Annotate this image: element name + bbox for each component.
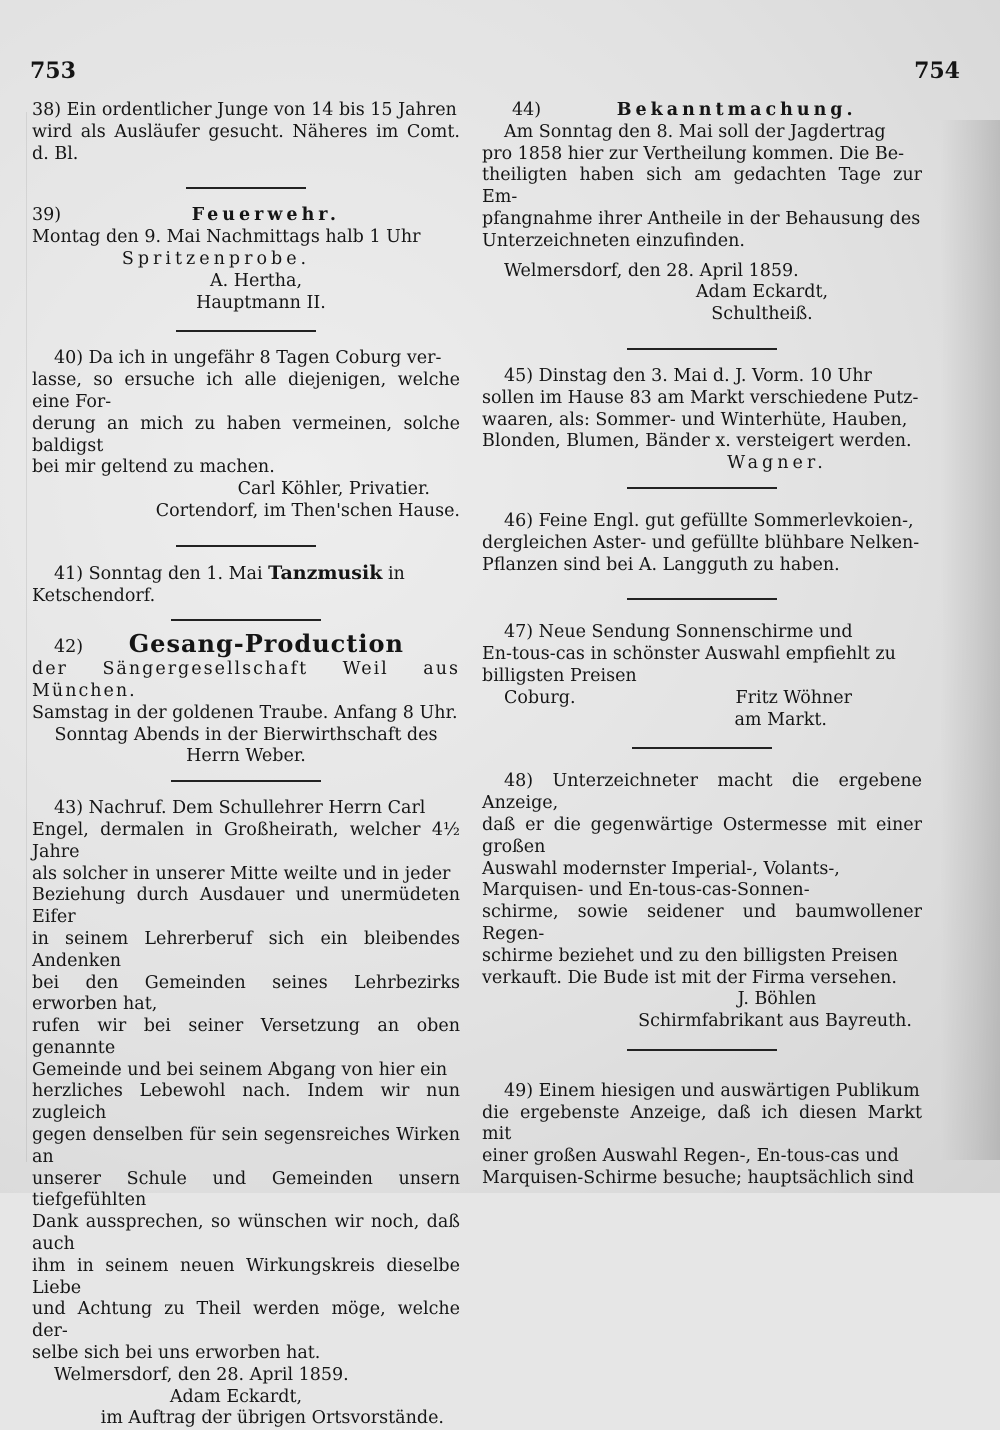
ad-48 [482,771,922,1033]
ad-40-line: bei mir geltend zu machen. [32,457,275,478]
ad-48-line: schirme beziehet und zu den billigsten Preisen [482,945,898,966]
ad-42-number: 42) [54,637,84,658]
ad-42-line: Sonntag Abends in der Bierwirthschaft des [54,724,438,745]
ad-44-signature: Adam Eckardt, [695,282,829,303]
ad-44-heading: Bekanntmachung. [616,100,857,120]
ad-41-text: 41) Sonntag den 1. Mai [54,563,263,584]
ad-40 [32,348,460,522]
ad-47-line: billigsten Preisen [482,665,637,686]
ad-43-line: selbe sich bei uns erworben hat. [32,1343,321,1364]
ad-41-line: Ketschendorf. [32,585,156,606]
ad-43-line: und Achtung zu Theil werden möge, welche der- [32,1299,460,1342]
ad-39-heading: Feuerwehr. [191,205,340,226]
ad-43-line: Gemeinde und bei seinem Abgang von hier ein [32,1059,448,1080]
ad-44 [482,100,922,326]
ad-47-line: En-tous-cas in schönster Auswahl empfiehlt zu [482,644,896,665]
ad-42 [32,629,460,768]
ad-45-line: Blonden, Blumen, Bänder x. versteigert werden. [482,431,912,452]
ad-44-line: Unterzeichneten einzufinden. [482,230,745,251]
ad-44-number: 44) [512,100,542,120]
ad-40-line: lasse, so ersuche ich alle diejenigen, welche eine For- [32,370,460,412]
ad-43-line: gegen denselben für sein segensreiches Wirken an [32,1125,460,1167]
ad-39 [32,205,460,314]
ad-46-line: Pflanzen sind bei A. Langguth zu haben. [482,554,840,575]
ad-39-line: Spritzenprobe. [121,248,311,269]
ad-38-line: wird als Ausläufer gesucht. Näheres im Comt. d. Bl. [32,121,460,164]
ad-41-bold: Tanzmusik [268,561,383,584]
ad-43-line: rufen wir bei seiner Versetzung an oben genannte [32,1016,460,1058]
ad-47-signature-row [482,688,922,710]
page-number-right: 754 [914,58,960,84]
ad-38-line: 38) Ein ordentlicher Junge von 14 bis 15 Jahren [32,100,457,120]
ad-43-line: unserer Schule und Gemeinden unsern tiefgefühlten [32,1168,460,1211]
ad-44-line: theiligten haben sich am gedachten Tage zur Em- [482,165,922,208]
ad-44-line: pro 1858 hier zur Vertheilung kommen. Die Be- [482,143,905,164]
ad-46-line: dergleichen Aster- und gefüllte blühbare Nelken- [482,532,920,553]
ad-48-signature: J. Böhlen [737,989,817,1010]
ad-49-line: 49) Einem hiesigen und auswärtigen Publikum [504,1080,920,1101]
ad-46-line: 46) Feine Engl. gut gefüllte Sommerlevkoien-, [504,510,914,531]
ad-40-signature: Cortendorf, im Then'schen Hause. [155,500,460,521]
ad-49-line: Marquisen-Schirme besuche; hauptsächlich sind [482,1168,915,1189]
ad-43-line: in seinem Lehrerberuf sich ein bleibendes Andenken [32,928,460,971]
ad-47-place: Coburg. [504,687,576,708]
ad-48-line: daß er die gegenwärtige Ostermesse mit einer großen [482,814,922,857]
page-number-left: 753 [30,58,76,84]
ad-39-signature: Hauptmann II. [196,292,326,313]
ad-43-line: ihm in seinem neuen Wirkungskreis dieselbe Liebe [32,1255,460,1298]
ad-49 [482,1081,922,1190]
ad-44-line: Am Sonntag den 8. Mai soll der Jagdertrag [504,121,886,142]
ad-43-signature: im Auftrag der übrigen Ortsvorstände. [100,1408,444,1429]
ad-48-line: 48) Unterzeichneter macht die ergebene Anzeige, [482,771,922,814]
ad-43-line: 43) Nachruf. Dem Schullehrer Herrn Carl [54,798,426,819]
ad-44-line: pfangnahme ihrer Antheile in der Behausung des [482,208,921,229]
ad-44-signature: Schultheiß. [711,304,813,325]
ad-42-line: der Sängergesellschaft Weil aus München. [32,659,460,701]
ad-43 [32,798,460,1430]
ad-42-heading: Gesang-Production [128,629,404,659]
ad-48-signature: Schirmfabrikant aus Bayreuth. [638,1011,912,1032]
ad-42-heading-row [32,629,460,659]
ad-48-line: Auswahl modernster Imperial-, Volants-, [482,858,840,879]
ad-48-line: verkauft. Die Bude ist mit der Firma versehen. [482,967,897,988]
ad-47-signature: Fritz Wöhner [735,687,852,708]
ad-39-line: Montag den 9. Mai Nachmittags halb 1 Uhr [32,227,421,248]
ad-45 [482,366,922,475]
ad-47 [482,622,922,731]
ad-43-signature: Adam Eckardt, [169,1386,303,1407]
ad-48-line: Marquisen- und En-tous-cas-Sonnen- [482,880,810,901]
ad-45-signature: Wagner. [727,453,827,474]
ad-49-line: einer großen Auswahl Regen-, En-tous-cas und [482,1146,899,1167]
ad-42-line: Samstag in der goldenen Traube. Anfang 8 Uhr. [32,702,458,723]
ad-43-line: Beziehung durch Ausdauer und unermüdeten Eifer [32,885,460,928]
ad-39-signature: A. Hertha, [209,270,303,291]
ad-42-line: Herrn Weber. [186,746,306,767]
ad-40-signature: Carl Köhler, Privatier. [237,479,430,500]
ad-39-number: 39) [32,205,62,226]
ad-43-line: Engel, dermalen in Großheirath, welcher 4½ Jahre [32,819,460,862]
ad-41 [32,563,460,608]
left-column [32,100,460,1430]
ad-46 [482,511,922,576]
ad-45-line: waaren, als: Sommer- und Winterhüte, Hauben, [482,409,908,430]
ad-43-line: Dank aussprechen, so wünschen wir noch, daß auch [32,1212,460,1255]
ad-49-line: die ergebenste Anzeige, daß ich diesen Markt mit [482,1102,922,1145]
ad-40-line: 40) Da ich in ungefähr 8 Tagen Coburg ver- [54,348,442,369]
ad-45-line: sollen im Hause 83 am Markt verschiedene Putz- [482,387,919,408]
ad-43-place-date: Welmersdorf, den 28. April 1859. [54,1364,349,1385]
ad-40-line: derung an mich zu haben vermeinen, solche baldigst [32,413,460,456]
ad-38 [32,100,460,165]
ad-48-line: schirme, sowie seidener und baumwollener Regen- [482,902,922,944]
ad-44-place-date: Welmersdorf, den 28. April 1859. [504,260,799,281]
page-edge-shadow [940,120,1000,1160]
ad-43-line: herzliches Lebewohl nach. Indem wir nun zugleich [32,1081,460,1124]
ad-43-line: bei den Gemeinden seines Lehrbezirks erworben hat, [32,972,460,1015]
right-column [482,100,922,1190]
ad-41-line [32,563,460,586]
ad-47-line: 47) Neue Sendung Sonnenschirme und [504,622,853,643]
binding-shadow [26,112,27,1162]
ad-44-heading-row [482,100,922,122]
ad-43-line: als solcher in unserer Mitte weilte und in jeder [32,863,451,884]
ad-47-signature: am Markt. [734,709,827,730]
ad-41-text: in [387,563,405,584]
ad-45-line: 45) Dinstag den 3. Mai d. J. Vorm. 10 Uhr [504,365,872,386]
ad-39-heading-row [32,205,460,227]
